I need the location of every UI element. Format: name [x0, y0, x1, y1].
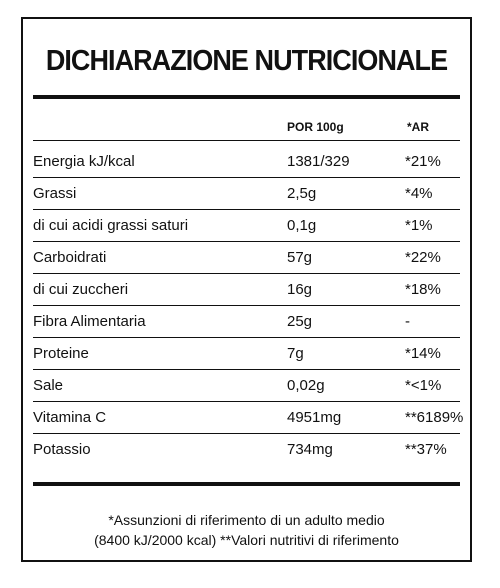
table-row	[33, 370, 460, 402]
table-row	[33, 210, 460, 242]
nutrient-name: Grassi	[33, 185, 77, 202]
per-100g-value: 734mg	[287, 441, 333, 458]
footnote	[23, 510, 470, 550]
ar-value: *4%	[405, 185, 433, 202]
header-rule	[33, 140, 460, 141]
per-100g-value: 2,5g	[287, 185, 317, 202]
per-100g-value: 25g	[287, 313, 313, 330]
ar-value: *18%	[405, 281, 441, 298]
ar-value: *22%	[405, 249, 441, 266]
nutrient-name: di cui acidi grassi saturi	[33, 217, 189, 234]
ar-value: *14%	[405, 345, 441, 362]
bottom-rule	[33, 482, 460, 486]
nutrient-name: di cui zuccheri	[33, 281, 129, 298]
table-row	[33, 178, 460, 210]
footnote-line-2: (8400 kJ/2000 kcal) **Valori nutritivi di riferimento	[94, 532, 399, 548]
nutrient-name: Potassio	[33, 441, 91, 458]
per-100g-value: 57g	[287, 249, 313, 266]
per-100g-value: 16g	[287, 281, 313, 298]
footnote-line-1: *Assunzioni di riferimento di un adulto medio	[108, 512, 385, 528]
per-100g-value: 0,1g	[287, 217, 317, 234]
table-row	[33, 306, 460, 338]
nutrition-label	[21, 17, 472, 562]
table-row	[33, 338, 460, 370]
ar-value: *1%	[405, 217, 433, 234]
per-100g-value: 0,02g	[287, 377, 325, 394]
title-rule	[33, 95, 460, 99]
label-title: DICHIARAZIONE NUTRICIONALE	[45, 45, 448, 77]
ar-value: *<1%	[405, 377, 442, 394]
table-row	[33, 402, 464, 434]
nutrient-name: Sale	[33, 377, 64, 394]
ar-value: *21%	[405, 153, 441, 170]
column-header-ar: *AR	[407, 120, 430, 134]
ar-value: -	[405, 313, 410, 330]
nutrient-name: Vitamina C	[33, 409, 107, 426]
ar-value: **37%	[405, 441, 447, 458]
table-row	[33, 434, 460, 466]
per-100g-value: 7g	[287, 345, 304, 362]
table-row	[33, 146, 460, 178]
ar-value: **6189%	[405, 409, 464, 426]
table-row	[33, 242, 460, 274]
per-100g-value: 1381/329	[287, 153, 350, 170]
per-100g-value: 4951mg	[287, 409, 342, 426]
table-row	[33, 274, 460, 306]
nutrient-name: Energia kJ/kcal	[33, 153, 135, 170]
nutrient-name: Carboidrati	[33, 249, 107, 266]
column-header-per-100g: POR 100g	[287, 120, 344, 134]
nutrient-name: Fibra Alimentaria	[33, 313, 146, 330]
nutrient-name: Proteine	[33, 345, 89, 362]
